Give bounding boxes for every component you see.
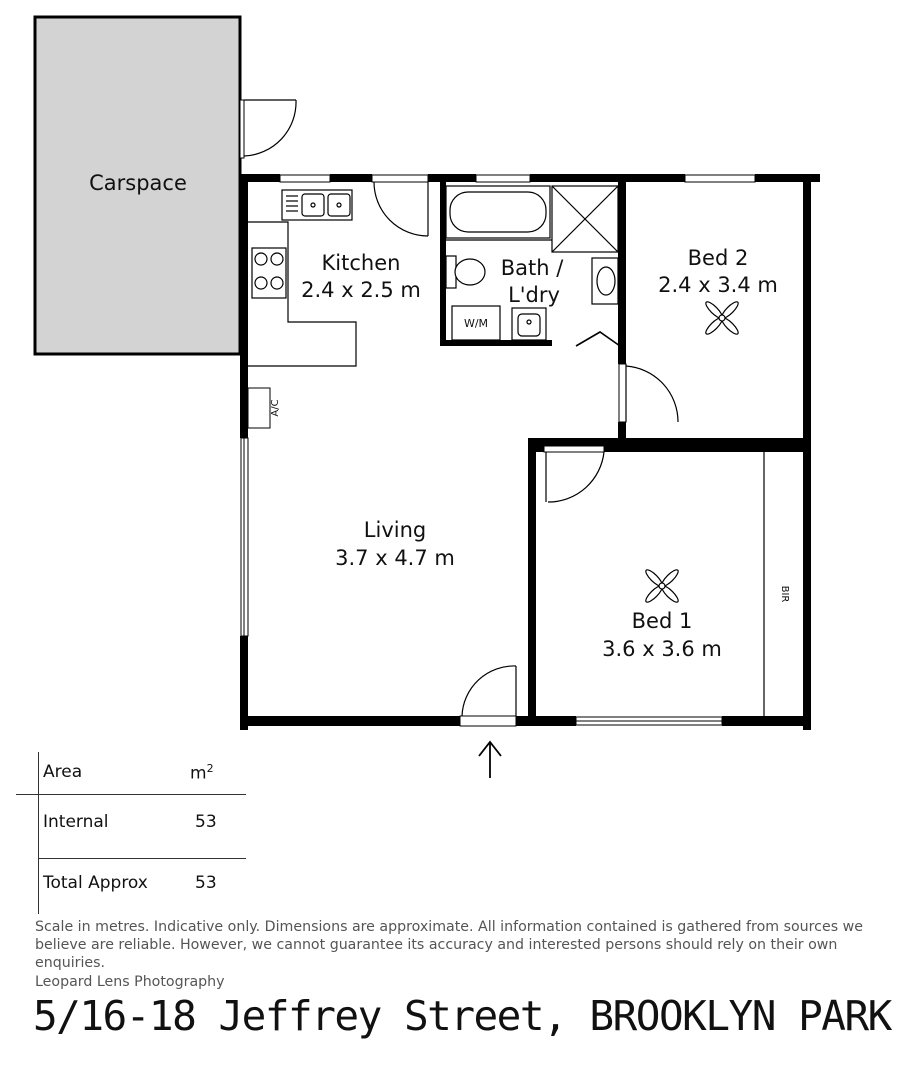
bathroom-door	[576, 332, 620, 346]
air-conditioner	[248, 388, 281, 428]
area-unit-power: 2	[206, 762, 214, 775]
total-label: Total Approx	[43, 873, 148, 893]
bed2-walls	[618, 340, 811, 446]
bath-label-line2: L'dry	[508, 283, 560, 307]
carspace-area	[35, 17, 240, 354]
bir-label: BIR	[779, 585, 790, 603]
bed1-dims: 3.6 x 3.6 m	[602, 637, 722, 661]
toilet	[446, 256, 485, 288]
vanity	[592, 258, 618, 304]
table-divider	[38, 858, 246, 859]
washing-machine-label: W/M	[463, 317, 489, 330]
disclaimer-text: Scale in metres. Indicative only. Dimensions are approximate. All information contained is gathered from sources we believe are reliable. However, we cannot guarantee its accuracy and interested persons should rely on their own enquiries.	[35, 919, 863, 971]
property-address: 5/16-18 Jeffrey Street, BROOKLYN PARK	[33, 992, 891, 1040]
entry-arrow-icon	[479, 742, 501, 778]
internal-label: Internal	[43, 812, 109, 832]
stove	[252, 248, 286, 298]
area-header-label: Area	[43, 762, 83, 782]
ceiling-fan-icon	[644, 568, 681, 605]
carspace-label: Carspace	[89, 171, 187, 195]
carspace-door	[240, 100, 296, 158]
living-label: Living	[363, 518, 427, 542]
kitchen-dims: 2.4 x 2.5 m	[301, 278, 421, 302]
kitchen-door	[372, 175, 428, 236]
washing-machine	[452, 306, 500, 340]
living-dims: 3.7 x 4.7 m	[335, 546, 455, 570]
bed2-dims: 2.4 x 3.4 m	[658, 273, 778, 297]
internal-value: 53	[195, 812, 217, 832]
table-divider	[16, 794, 246, 795]
bed1-door	[544, 446, 604, 502]
area-unit-base: m	[190, 763, 207, 784]
ceiling-fan-icon	[704, 300, 741, 337]
shower	[552, 186, 618, 252]
built-in-robe	[764, 452, 790, 716]
bed2-door	[619, 364, 678, 422]
bed2-label: Bed 2	[687, 246, 749, 270]
area-unit	[190, 762, 214, 784]
total-value: 53	[195, 873, 217, 893]
bathtub	[446, 186, 552, 240]
kitchen-label: Kitchen	[321, 251, 401, 275]
table-divider-vertical	[38, 752, 39, 914]
entry-door	[460, 666, 516, 726]
ac-label: A/C	[270, 399, 281, 417]
laundry-tub	[512, 308, 546, 340]
bath-label-line1: Bath /	[500, 256, 564, 280]
photographer-credit: Leopard Lens Photography	[35, 974, 225, 990]
bed1-label: Bed 1	[631, 609, 693, 633]
area-table	[16, 752, 248, 914]
